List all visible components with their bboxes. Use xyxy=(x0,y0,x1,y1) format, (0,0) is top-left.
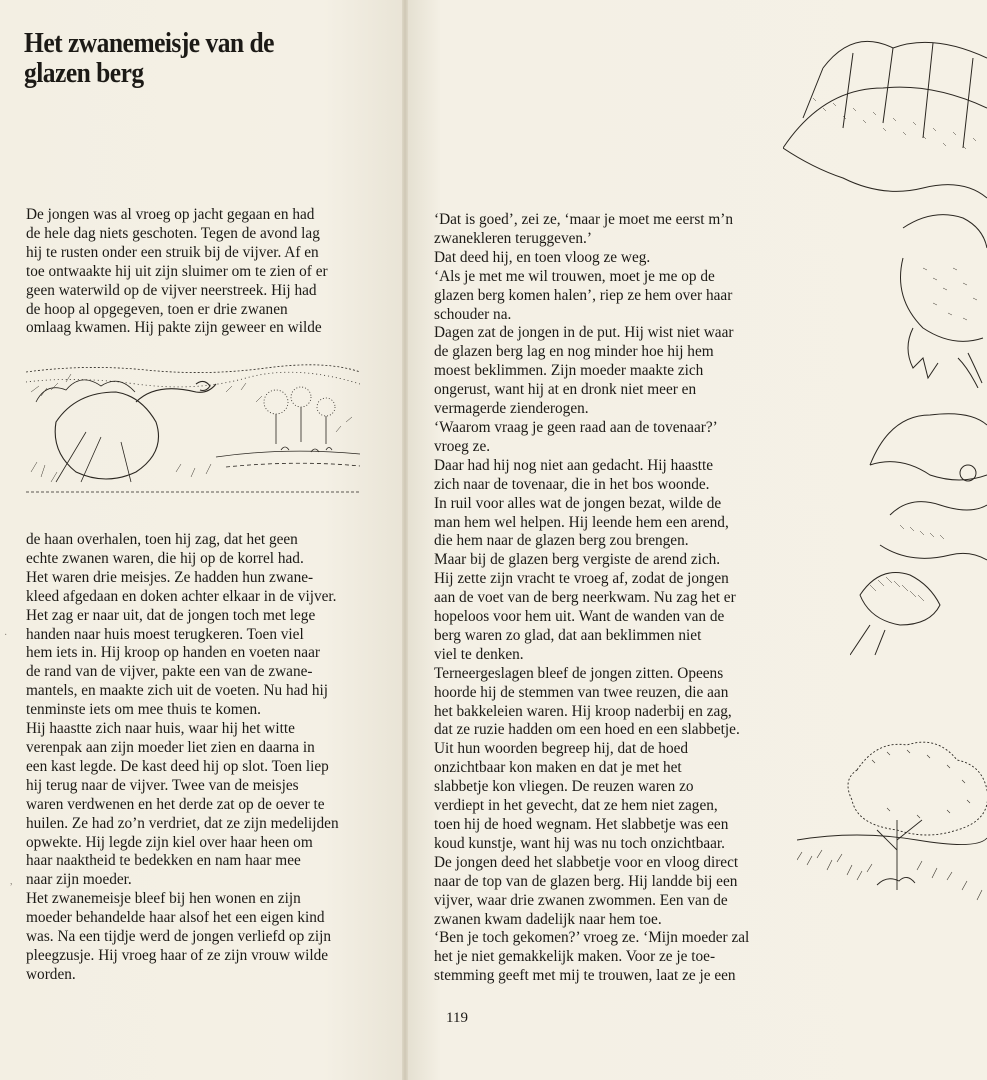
text-line: verenpak aan zijn moeder liet zien en daarna in xyxy=(26,738,315,756)
text-line: hij terug naar de vijver. Twee van de meisjes xyxy=(26,776,299,794)
text-line: naar zijn moeder. xyxy=(26,871,132,889)
text-line: moest beklimmen. Zijn moeder maakte zich xyxy=(434,362,704,380)
text-line: het je niet gemakkelijk maken. Voor ze je toe- xyxy=(434,948,716,966)
text-line: zich naar de tovenaar, die in het bos woonde. xyxy=(434,475,710,493)
text-line: de hoop al opgegeven, toen er drie zwanen xyxy=(26,300,288,318)
text-line: tenminste iets om mee thuis te komen. xyxy=(26,701,261,719)
left-text-bottom xyxy=(26,531,339,985)
text-line: toen hij de hoed wegnam. Het slabbetje was een xyxy=(434,816,729,833)
text-line: slabbetje kon vliegen. De reuzen waren zo xyxy=(434,778,694,796)
text-line: worden. xyxy=(26,965,76,983)
text-line: huilen. Ze had zo’n verdriet, dat ze zijn medelijden xyxy=(26,814,339,832)
page-speck: , xyxy=(10,876,13,887)
text-line: opwekte. Hij legde zijn kiel over haar heen om xyxy=(26,833,313,851)
text-line: was. Na een tijdje werd de jongen verliefd op zijn xyxy=(26,928,331,946)
text-line: koud kunstje, want hij was nu toch onzichtbaar. xyxy=(434,834,726,852)
text-line: aan de voet van de berg neerkwam. Nu zag het er xyxy=(434,589,736,607)
text-line: schouder na. xyxy=(434,305,512,323)
text-line: het bakkeleien waren. Hij kroop naderbij en zag, xyxy=(434,702,732,720)
text-line: hoorde hij de stemmen van twee reuzen, die aan xyxy=(434,683,729,701)
text-line: man hem wel helpen. Hij leende hem een arend, xyxy=(434,513,729,531)
text-line: De jongen was al vroeg op jacht gegaan en had xyxy=(26,206,315,223)
right-text xyxy=(434,211,749,986)
text-line: pleegzusje. Hij vroeg haar of ze zijn vrouw wilde xyxy=(26,946,329,964)
text-line: de glazen berg lag en nog minder hoe hij hem xyxy=(434,343,714,361)
text-line: omlaag kwamen. Hij pakte zijn geweer en wilde xyxy=(26,319,322,337)
text-line: toe ontwaakte hij uit zijn sluimer om te zien of er xyxy=(26,262,328,280)
text-line: verdiept in het gevecht, dat ze hem niet zagen, xyxy=(434,797,718,815)
text-line: glazen berg komen halen’, riep ze hem over haar xyxy=(434,286,733,304)
text-line: handen naar huis moest terugkeren. Toen viel xyxy=(26,625,304,643)
text-line: ‘Waarom vraag je geen raad aan de tovenaar?’ xyxy=(434,418,718,436)
page-speck: · xyxy=(4,630,8,641)
text-line: de rand van de vijver, pakte een van de zwane- xyxy=(26,663,313,681)
text-line: Dagen zat de jongen in de put. Hij wist niet waar xyxy=(434,324,734,342)
text-line: In ruil voor alles wat de jongen bezat, wilde de xyxy=(434,494,722,512)
text-line: vroeg ze. xyxy=(434,437,491,455)
text-line: vijver, waar drie zwanen zwommen. Een van de xyxy=(434,891,728,909)
text-line: moeder behandelde haar alsof het een eigen kind xyxy=(26,909,325,927)
text-line: hij te rusten onder een struik bij de vijver. Af en xyxy=(26,243,319,261)
eagle-wing-illustration xyxy=(783,28,987,388)
text-line: viel te denken. xyxy=(434,645,524,663)
text-line: haar naaktheid te bedekken en nam haar mee xyxy=(26,852,301,870)
text-line: De jongen deed het slabbetje voor en vloog direct xyxy=(434,853,739,871)
text-line: Maar bij de glazen berg vergiste de arend zich. xyxy=(434,551,721,569)
text-line: Het zwanemeisje bleef bij hen wonen en zijn xyxy=(26,890,301,908)
text-line: onzichtbaar kon maken en dat je met het xyxy=(434,759,682,777)
text-line: mantels, en maakte zich uit de voeten. Nu had hij xyxy=(26,682,329,700)
text-line: echte zwanen waren, die hij op de korrel had. xyxy=(26,549,304,567)
book-gutter xyxy=(402,0,408,1080)
text-line: die hem naar de glazen berg zou brengen. xyxy=(434,532,689,550)
text-line: naar de top van de glazen berg. Hij landde bij een xyxy=(434,872,738,890)
text-line: vermagerde zienderogen. xyxy=(434,400,589,418)
text-line: de hele dag niets geschoten. Tegen de avond lag xyxy=(26,224,320,242)
text-line: een kast legde. De kast deed hij op slot. Toen liep xyxy=(26,757,329,775)
left-text-top xyxy=(26,206,328,338)
text-line: stemming geeft met mij te trouwen, laat ze je een xyxy=(434,967,736,985)
text-line: Het zag er naar uit, dat de jongen toch met lege xyxy=(26,606,316,624)
pond-hunter-illustration xyxy=(26,362,360,500)
text-line: hopeloos voor hem uit. Want de wanden van de xyxy=(434,608,725,626)
text-line: Dat deed hij, en toen vloog ze weg. xyxy=(434,248,651,266)
text-line: ‘Als je met me wil trouwen, moet je me op de xyxy=(434,267,715,285)
text-line: Hij haastte zich naar huis, waar hij het witte xyxy=(26,720,295,738)
text-line: geen waterwild op de vijver neerstreek. Hij had xyxy=(26,281,317,299)
text-line: kleed afgedaan en doken achter elkaar in de vijver. xyxy=(26,587,337,605)
text-line: ‘Dat is goed’, zei ze, ‘maar je moet me eerst m’n xyxy=(434,211,734,228)
text-line: Het waren drie meisjes. Ze hadden hun zwane- xyxy=(26,568,314,586)
text-line: waren verdwenen en het derde zat op de oever te xyxy=(26,795,325,813)
text-line: Hij zette zijn vracht te vroeg af, zodat de jongen xyxy=(434,570,729,588)
text-line: zwanen kwam dadelijk naar hem toe. xyxy=(434,910,662,928)
page-number: 119 xyxy=(446,1010,468,1026)
text-line: dat ze ruzie hadden om een hoed en een slabbetje. xyxy=(434,721,740,739)
story-title: Het zwanemeisje van de glazen berg xyxy=(24,27,274,89)
text-line: Terneergeslagen bleef de jongen zitten. Opeens xyxy=(434,664,724,682)
text-line: berg waren zo glad, dat aan beklimmen niet xyxy=(434,626,702,644)
text-line: hem iets in. Hij kroop op handen en voeten naar xyxy=(26,644,320,662)
text-line: ongerust, want hij at en dronk niet meer en xyxy=(434,381,697,399)
text-line: zwanekleren teruggeven.’ xyxy=(434,229,592,247)
text-line: de haan overhalen, toen hij zag, dat het geen xyxy=(26,531,298,548)
text-line: Daar had hij nog niet aan gedacht. Hij haastte xyxy=(434,456,714,474)
text-line: Uit hun woorden begreep hij, dat de hoed xyxy=(434,740,689,758)
flying-boy-illustration xyxy=(850,395,987,665)
text-line: ‘Ben je toch gekomen?’ vroeg ze. ‘Mijn moeder zal xyxy=(434,929,750,947)
tree-landscape-illustration xyxy=(797,730,987,915)
